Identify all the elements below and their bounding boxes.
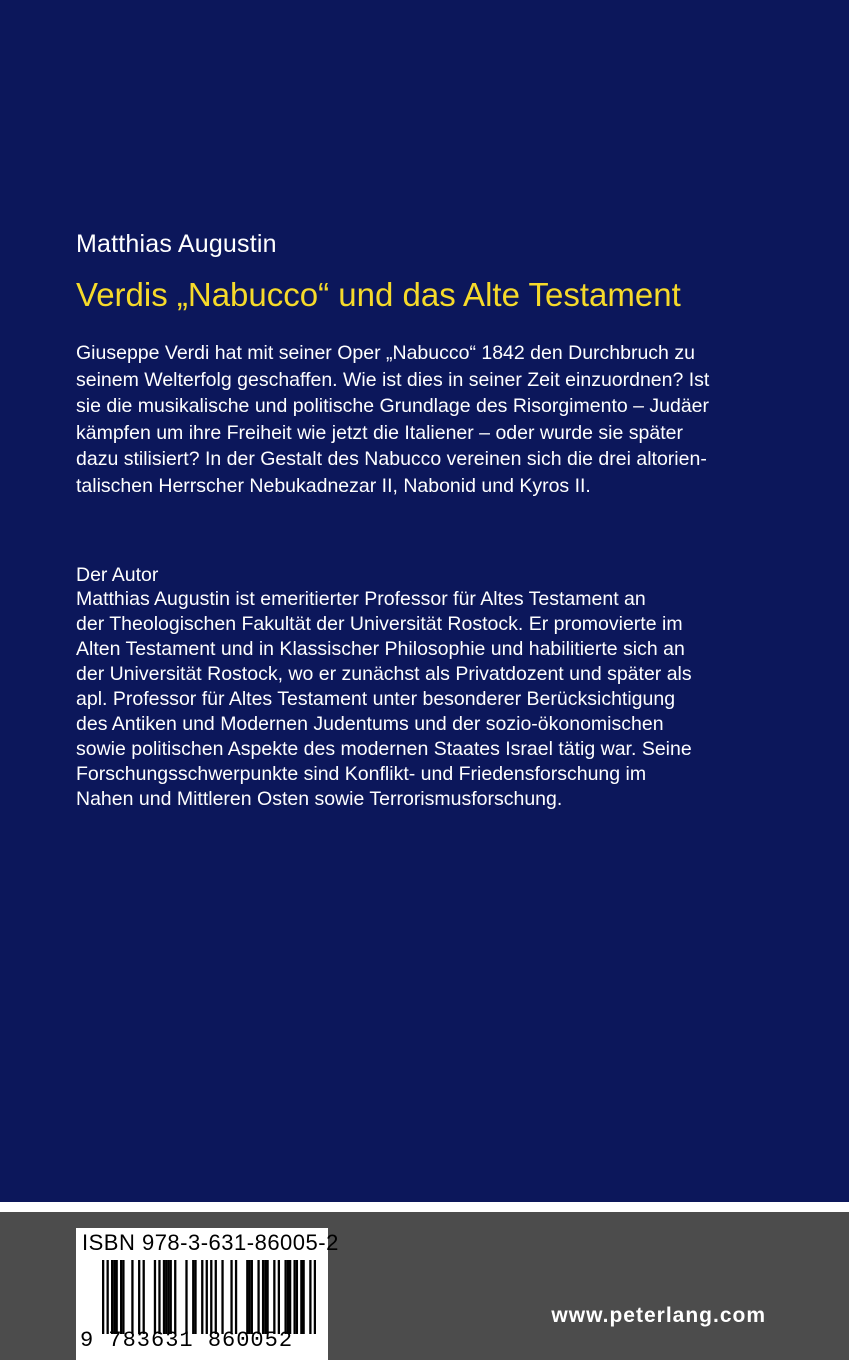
barcode-digits: 9 783631 860052 — [80, 1328, 294, 1353]
blurb-line: dazu stilisiert? In der Gestalt des Nabucco vereinen sich die drei altorien- — [76, 448, 707, 470]
blurb-line: seinem Welterfolg geschaffen. Wie ist dies in seiner Zeit einzuordnen? Ist — [76, 368, 710, 391]
blurb-line: Giuseppe Verdi hat mit seiner Oper „Nabucco“ 1842 den Durchbruch zu — [76, 342, 695, 364]
blurb-line: sie die musikalische und politische Grundlage des Risorgimento – Judäer — [76, 395, 710, 417]
bio-line: apl. Professor für Altes Testament unter besonderer Berücksichtigung — [76, 688, 676, 710]
bio-line: des Antiken und Modernen Judentums und der sozio-ökonomischen — [76, 713, 664, 735]
publisher-website: www.peterlang.com — [551, 1304, 766, 1327]
cover-divider — [0, 1202, 849, 1212]
bio-line: der Universität Rostock, wo er zunächst als Privatdozent und später als — [76, 663, 692, 685]
barcode-icon — [102, 1260, 316, 1334]
blurb-line: talischen Herrscher Nebukadnezar II, Nabonid und Kyros II. — [76, 474, 591, 497]
author-bio — [76, 587, 766, 812]
bio-line: der Theologischen Fakultät der Universität Rostock. Er promovierte im — [76, 613, 683, 635]
isbn-barcode-box — [76, 1228, 339, 1360]
book-title: Verdis „Nabucco“ und das Alte Testament — [76, 276, 681, 313]
isbn-label: ISBN 978-3-631-86005-2 — [82, 1230, 339, 1255]
book-blurb — [76, 340, 766, 499]
bio-line: Alten Testament und in Klassischer Philosophie und habilitierte sich an — [76, 638, 685, 660]
blurb-line: kämpfen um ihre Freiheit wie jetzt die Italiener – oder wurde sie später — [76, 421, 683, 444]
bio-line: Nahen und Mittleren Osten sowie Terrorismusforschung. — [76, 788, 563, 810]
cover-footer — [0, 1212, 849, 1360]
bio-line: Forschungsschwerpunkte sind Konflikt- und Friedensforschung im — [76, 763, 647, 785]
author-bio-heading: Der Autor — [76, 564, 159, 586]
bio-line: sowie politischen Aspekte des modernen Staates Israel tätig war. Seine — [76, 738, 692, 760]
bio-line: Matthias Augustin ist emeritierter Professor für Altes Testament an — [76, 588, 646, 610]
author-name: Matthias Augustin — [76, 230, 277, 258]
